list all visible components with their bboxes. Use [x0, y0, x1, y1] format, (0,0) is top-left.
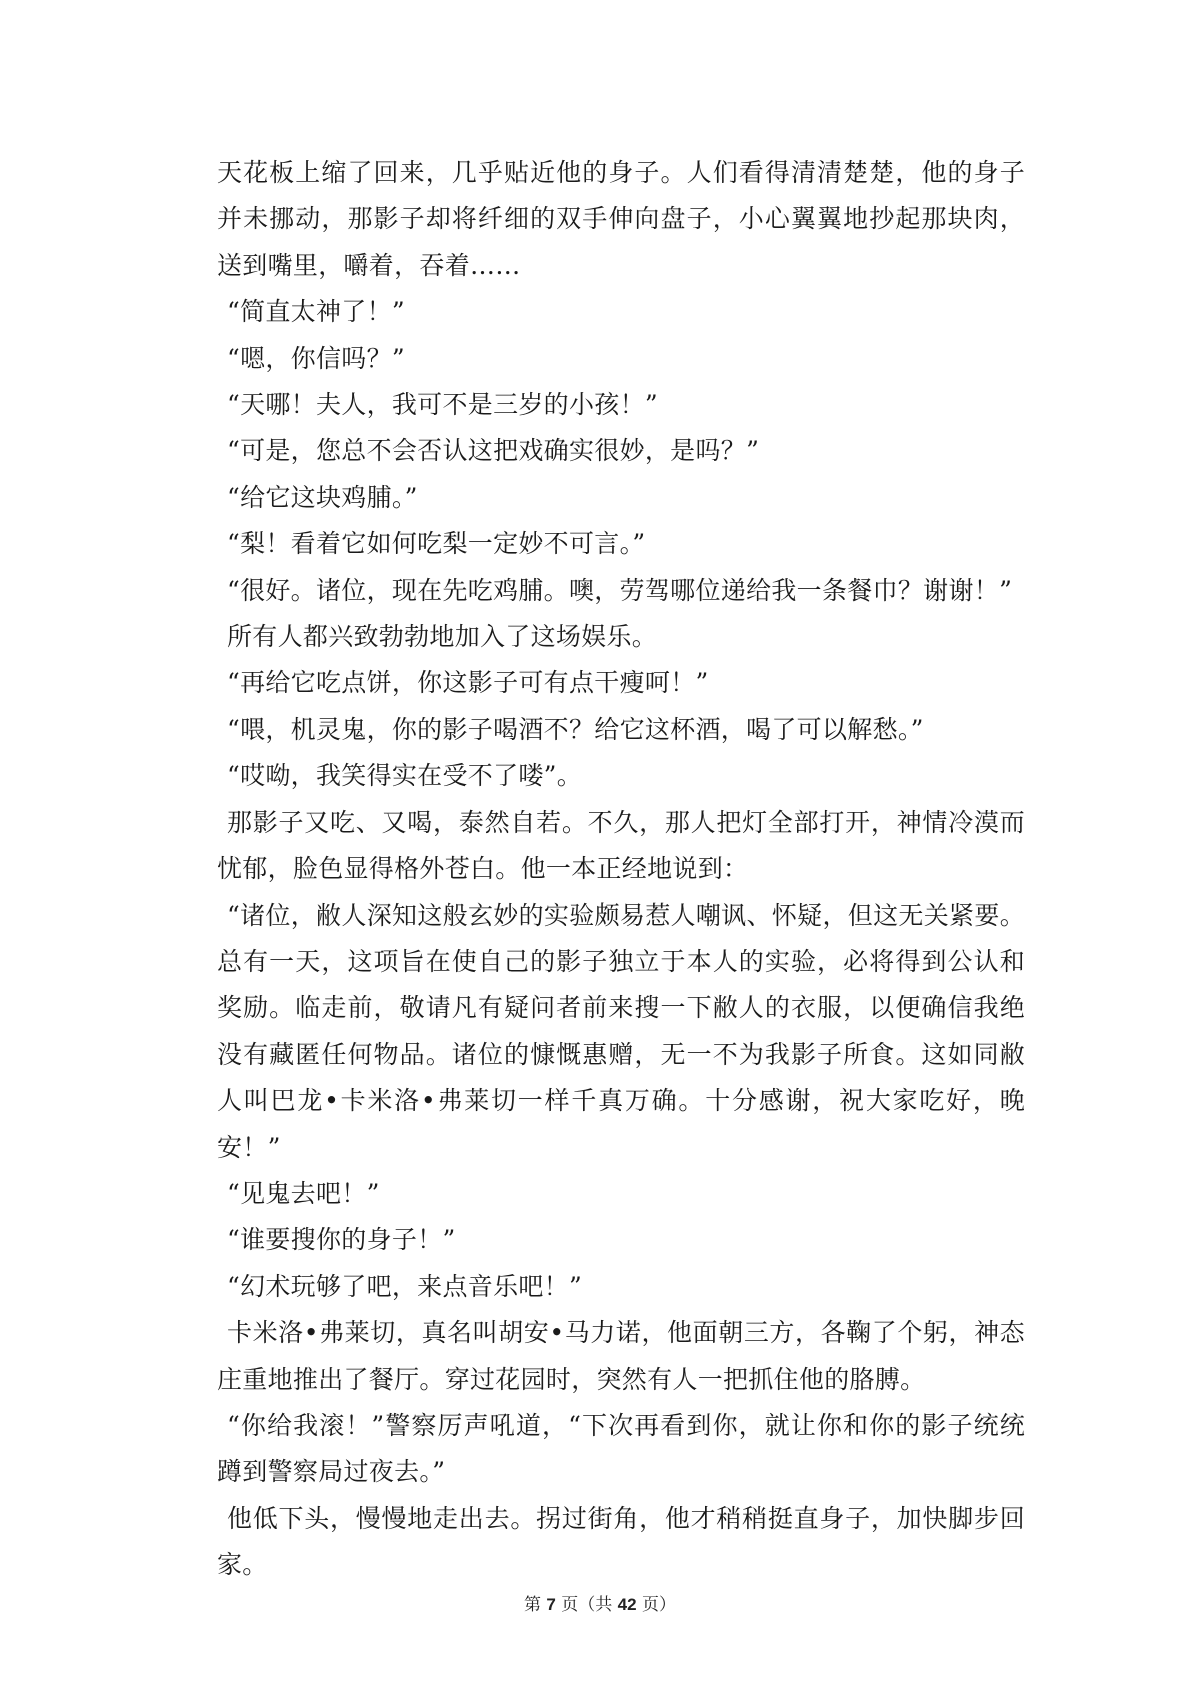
paragraph: “嗯，你信吗？” — [227, 343, 405, 373]
paragraph: 他低下头，慢慢地走出去。拐过街角，他才稍稍挺直身子，加快脚步回家。 — [217, 1503, 1025, 1580]
paragraph: “简直太神了！” — [227, 297, 405, 327]
paragraph: “给它这块鸡脯。” — [227, 482, 418, 512]
footer-current-page: 7 — [546, 1595, 556, 1614]
paragraph: “见鬼去吧！” — [227, 1178, 380, 1208]
paragraph: “谁要搜你的身子！” — [227, 1225, 456, 1255]
paragraph: “再给它吃点饼，你这影子可有点干瘦呵！” — [227, 668, 709, 698]
paragraph: 那影子又吃、又喝，泰然自若。不久，那人把灯全部打开，神情冷漠而忧郁，脸色显得格外苍白。他一本正经地说到： — [217, 807, 1025, 884]
paragraph: 天花板上缩了回来，几乎贴近他的身子。人们看得清清楚楚，他的身子并未挪动，那影子却将纤细的双手伸向盘子，小心翼翼地抄起那块肉，送到嘴里，嚼着，吞着…… — [217, 158, 1025, 280]
paragraph: 所有人都兴致勃勃地加入了这场娱乐。 — [227, 622, 658, 652]
paragraph: “可是，您总不会否认这把戏确实很妙，是吗？” — [227, 436, 760, 466]
page-footer — [0, 1590, 1200, 1615]
paragraph: “诸位，敝人深知这般玄妙的实验颇易惹人嘲讽、怀疑，但这无关紧要。总有一天，这项旨在使自己的影子独立于本人的实验，必将得到公认和奖励。临走前，敬请凡有疑问者前来搜一下敝人的衣服，以便确信我绝没有藏匿任何物品。诸位的慷慨惠赠，无一不为我影子所食。这如同敝人叫巴龙•卡米洛•弗莱切一样千真万确。十分感谢，祝大家吃好，晚安！” — [217, 900, 1025, 1162]
paragraph: “你给我滚！”警察厉声吼道，“下次再看到你，就让你和你的影子统统蹲到警察局过夜去。” — [217, 1410, 1025, 1487]
footer-middle: 页（共 — [561, 1595, 613, 1615]
paragraph: 卡米洛•弗莱切，真名叫胡安•马力诺，他面朝三方，各鞠了个躬，神态庄重地推出了餐厅。穿过花园时，突然有人一把抓住他的胳膊。 — [217, 1318, 1025, 1394]
paragraph: “很好。诸位，现在先吃鸡脯。噢，劳驾哪位递给我一条餐巾？谢谢！” — [227, 575, 1013, 605]
paragraph: “幻术玩够了吧，来点音乐吧！” — [227, 1271, 583, 1301]
footer-prefix: 第 — [523, 1595, 541, 1615]
paragraph: “喂，机灵鬼，你的影子喝酒不？给它这杯酒，喝了可以解愁。” — [227, 714, 924, 744]
body-text — [217, 150, 1025, 1589]
paragraph: “梨！看着它如何吃梨一定妙不可言。” — [227, 529, 646, 559]
footer-total-pages: 42 — [617, 1595, 637, 1614]
paragraph: “哎呦，我笑得实在受不了喽”。 — [227, 761, 583, 791]
paragraph: “天哪！夫人，我可不是三岁的小孩！” — [227, 390, 658, 420]
footer-suffix: 页） — [642, 1595, 676, 1615]
